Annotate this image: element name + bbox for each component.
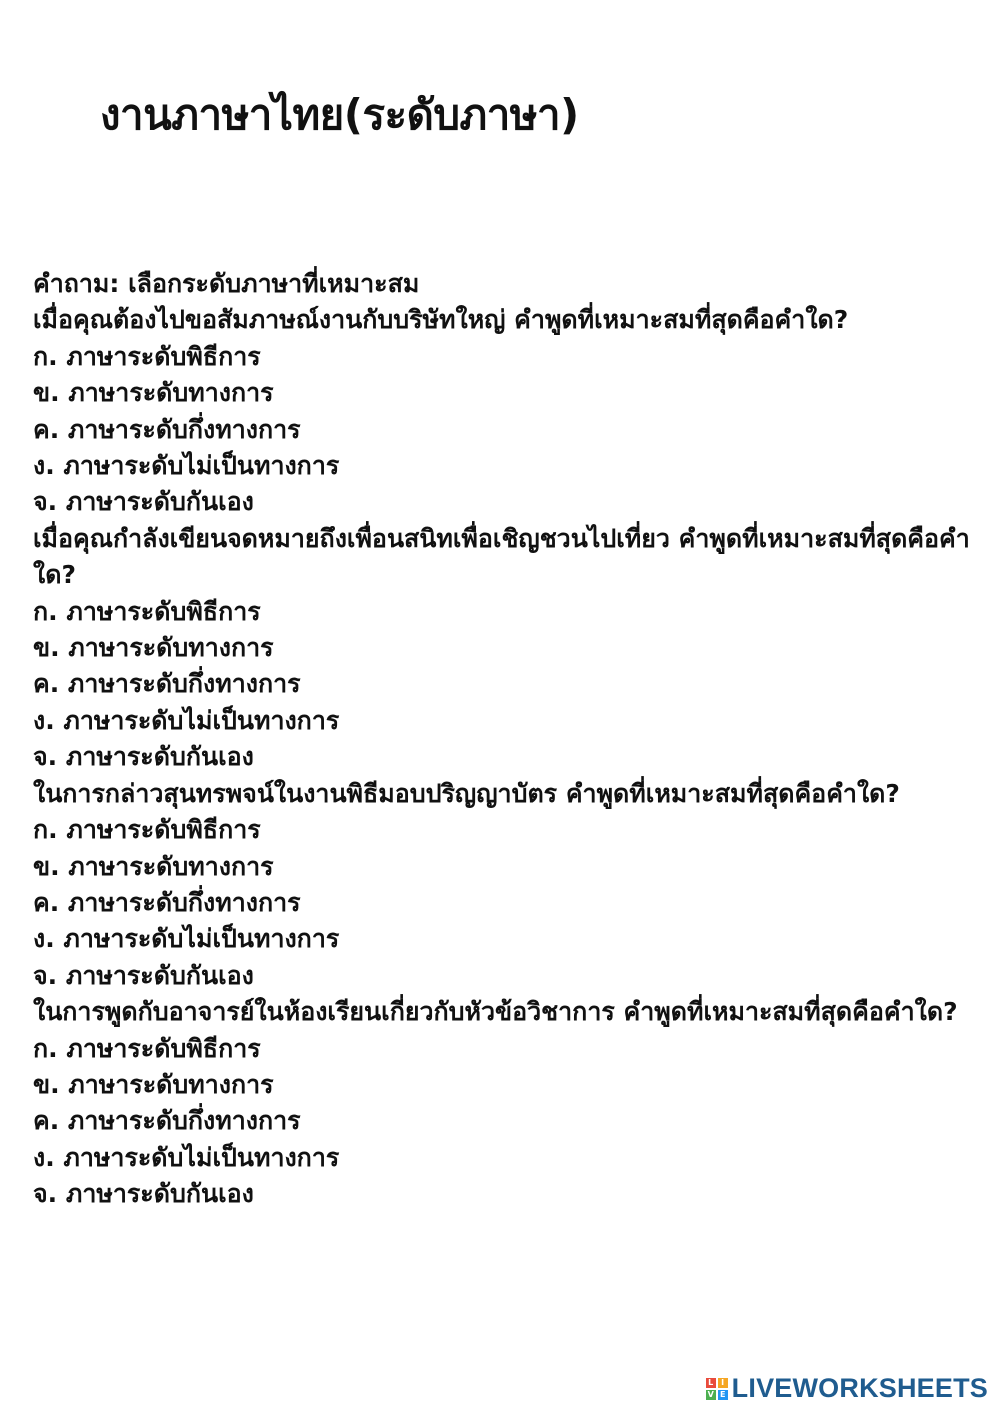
logo-letter: L <box>706 1378 716 1388</box>
option-ko: ก. ภาษาระดับพิธีการ <box>33 596 261 626</box>
question-block <box>33 302 983 520</box>
option-cho: จ. ภาษาระดับกันเอง <box>33 487 254 517</box>
option-ko: ก. ภาษาระดับพิธีการ <box>33 341 261 371</box>
page-title: งานภาษาไทย(ระดับภาษา) <box>100 90 579 139</box>
option-ko: ก. ภาษาระดับพิธีการ <box>33 1033 261 1063</box>
option-kho: ข. ภาษาระดับทางการ <box>33 378 274 408</box>
option-kho-khwai: ค. ภาษาระดับกึ่งทางการ <box>33 1106 301 1136</box>
option-ngo: ง. ภาษาระดับไม่เป็นทางการ <box>33 451 340 481</box>
brand-name: LIVEWORKSHEETS <box>731 1373 988 1403</box>
option-ngo: ง. ภาษาระดับไม่เป็นทางการ <box>33 705 340 735</box>
option-kho: ข. ภาษาระดับทางการ <box>33 851 274 881</box>
logo-letter: E <box>718 1390 728 1400</box>
option-kho-khwai: ค. ภาษาระดับกึ่งทางการ <box>33 669 301 699</box>
option-kho: ข. ภาษาระดับทางการ <box>33 633 274 663</box>
logo-letter: I <box>718 1378 728 1388</box>
question-text: ในการกล่าวสุนทรพจน์ในงานพิธีมอบปริญญาบัตร คำพูดที่เหมาะสมที่สุดคือคำใด? <box>33 778 900 808</box>
option-ngo: ง. ภาษาระดับไม่เป็นทางการ <box>33 1142 340 1172</box>
option-ko: ก. ภาษาระดับพิธีการ <box>33 815 261 845</box>
logo-letter: V <box>707 1389 714 1399</box>
question-block <box>33 521 983 776</box>
question-text: เมื่อคุณกำลังเขียนจดหมายถึงเพื่อนสนิทเพื่อเชิญชวนไปเที่ยว คำพูดที่เหมาะสมที่สุดคือคำใด? <box>33 523 970 590</box>
option-cho: จ. ภาษาระดับกันเอง <box>33 960 254 990</box>
option-kho: ข. ภาษาระดับทางการ <box>33 1069 274 1099</box>
question-block <box>33 776 983 994</box>
question-text: ในการพูดกับอาจารย์ในห้องเรียนเกี่ยวกับหัวข้อวิชาการ คำพูดที่เหมาะสมที่สุดคือคำใด? <box>33 997 958 1027</box>
liveworksheets-logo[interactable] <box>706 1373 988 1404</box>
logo-mark-icon <box>706 1378 728 1400</box>
option-cho: จ. ภาษาระดับกันเอง <box>33 742 254 772</box>
instruction-text: คำถาม: เลือกระดับภาษาที่เหมาะสม <box>33 269 420 298</box>
option-cho: จ. ภาษาระดับกันเอง <box>33 1179 254 1209</box>
option-ngo: ง. ภาษาระดับไม่เป็นทางการ <box>33 924 340 954</box>
worksheet-content <box>33 266 983 1213</box>
question-text: เมื่อคุณต้องไปขอสัมภาษณ์งานกับบริษัทใหญ่ คำพูดที่เหมาะสมที่สุดคือคำใด? <box>33 305 849 335</box>
option-kho-khwai: ค. ภาษาระดับกึ่งทางการ <box>33 414 301 444</box>
option-kho-khwai: ค. ภาษาระดับกึ่งทางการ <box>33 887 301 917</box>
question-block <box>33 994 983 1212</box>
